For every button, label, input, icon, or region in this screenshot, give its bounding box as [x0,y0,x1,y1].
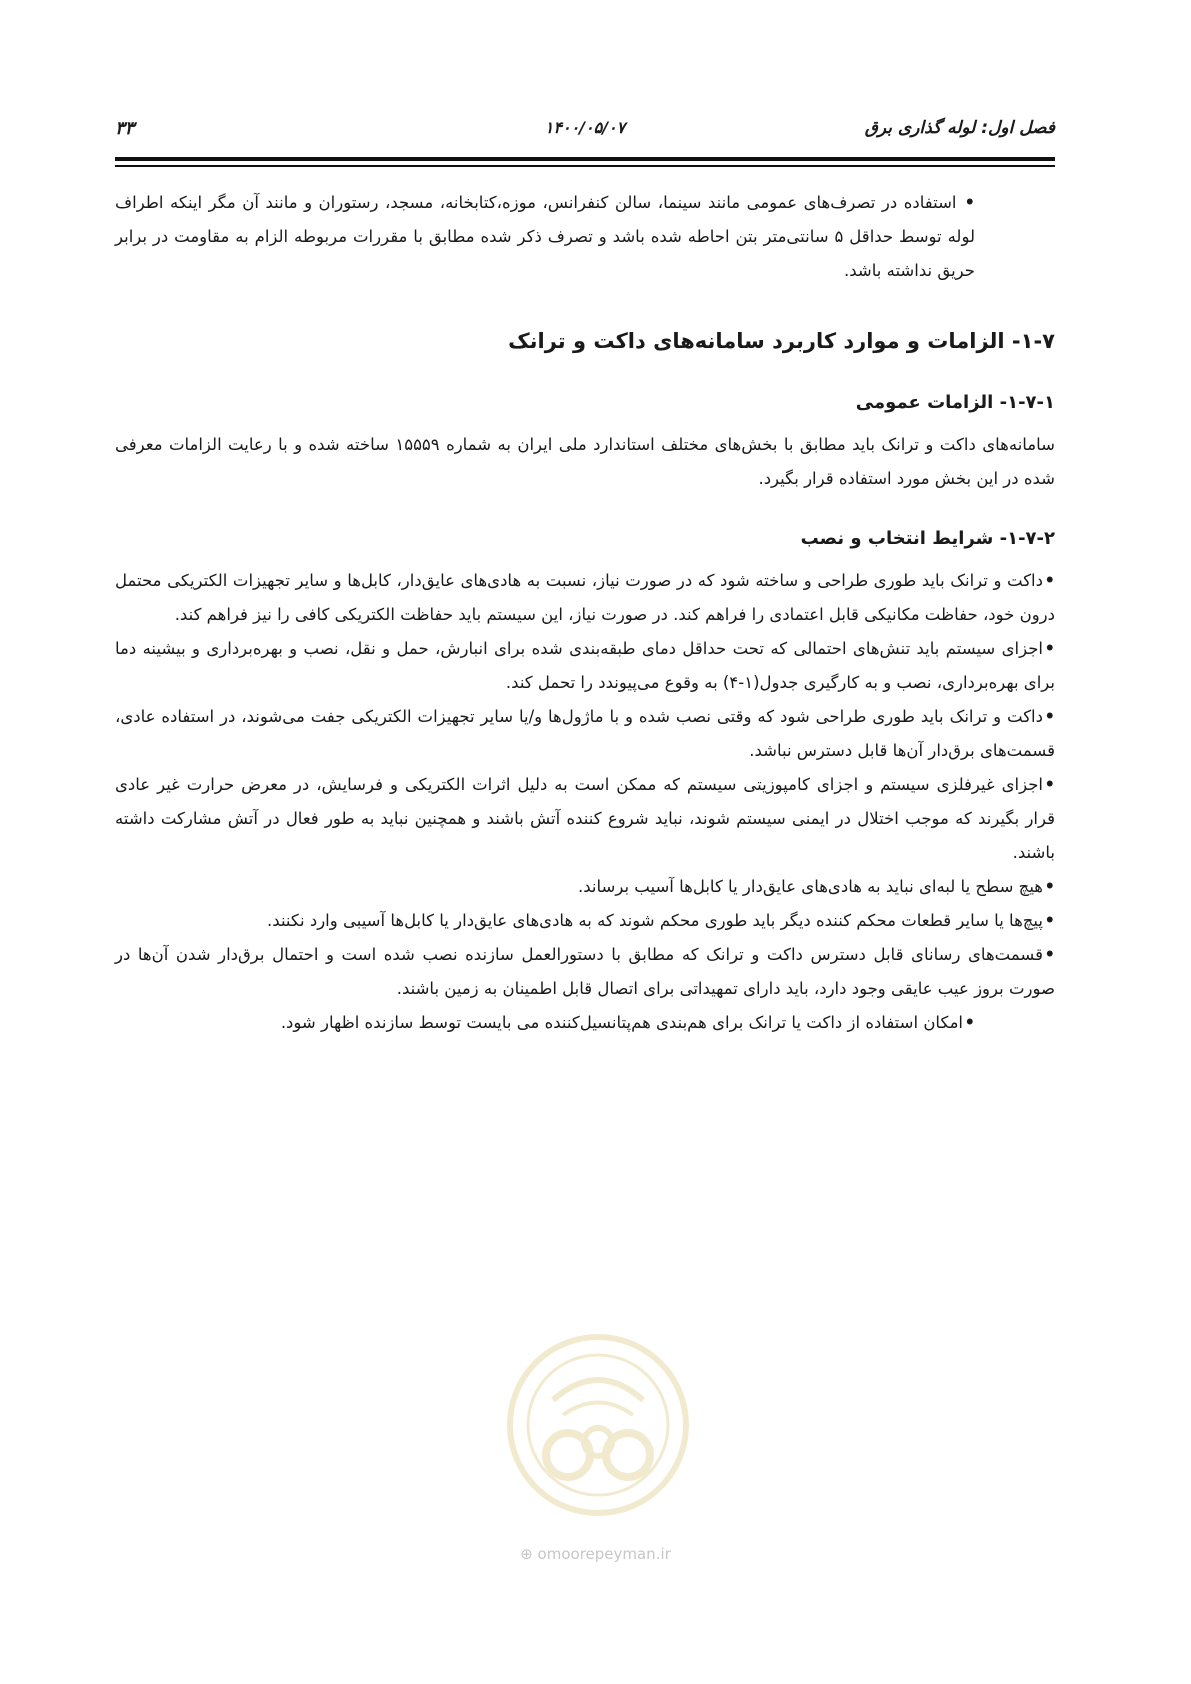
intro-bullet-paragraph [115,186,975,288]
subsection-2-heading: ۱-۷-۲- شرایط انتخاب و نصب [800,528,1055,549]
bullet-marker: • [1044,775,1055,794]
watermark-site [0,1545,1191,1563]
list-item [115,938,1055,1006]
bullet-marker: • [1044,571,1055,590]
header-rule-thin [115,165,1055,167]
subsection-1-paragraph: سامانه‌های داکت و ترانک باید مطابق با بخش‌های مختلف استاندارد ملی ایران به شماره ۱۵۵۵۹ ساخته شده و با رعایت الزامات معرفی شده در این بخش مورد استفاده قرار بگیرد. [115,435,1055,488]
bullet-marker: • [964,193,976,212]
list-item-text: اجزای غیرفلزی سیستم و اجزای کامپوزیتی سیستم که ممکن است به دلیل اثرات الکتریکی و فرسایش، در معرض حرارت غیر عادی قرار بگیرند که موجب اختلال در ایمنی سیستم شوند، نباید شروع کننده آتش باشند و همچنین نباید به طور فعال در آتش مشارکت داشته باشند. [115,775,1055,862]
list-item [115,768,1055,870]
header-date: ۱۴۰۰/۰۵/۰۷ [544,118,626,137]
header-rule-thick [115,157,1055,161]
watermark-logo-icon [498,1330,698,1520]
list-item-text: قسمت‌های رسانای قابل دسترس داکت و ترانک که مطابق با دستورالعمل سازنده نصب شده است و احتمال برق‌دار شدن آن‌ها در صورت بروز عیب عایقی وجود دارد، باید دارای تمهیداتی برای اتصال قابل اطمینان به زمین باشند. [115,945,1055,998]
chapter-title: فصل اول: لوله گذاری برق [864,118,1055,138]
document-body [115,186,1055,1516]
list-item [115,1006,975,1040]
list-item-text: هیچ سطح یا لبه‌ای نباید به هادی‌های عایق‌دار یا کابل‌ها آسیب برساند. [577,877,1043,896]
list-item-text: داکت و ترانک باید طوری طراحی شود که وقتی نصب شده و با ماژول‌ها و/یا سایر تجهیزات الکتریکی جفت می‌شوند، در استفاده عادی، قسمت‌های برق‌دار آن‌ها قابل دسترس نباشد. [115,707,1055,760]
list-item-text: امکان استفاده از داکت یا ترانک برای هم‌بندی هم‌پتانسیل‌کننده می بایست توسط سازنده اظهار شود. [280,1013,963,1032]
bullet-marker: • [1044,639,1055,658]
page-number: ۳۳ [115,118,135,139]
bullet-marker: • [1044,911,1055,930]
intro-bullet-text: استفاده در تصرف‌های عمومی مانند سینما، سالن کنفرانس، موزه،کتابخانه، مسجد، رستوران و مانند آن مگر اینکه اطراف لوله توسط حداقل ۵ سانتی‌متر بتن احاطه شده باشد و تصرف ذکر شده مطابق با مقررات مربوطه الزام به مقاومت در برابر حریق نداشته باشد. [115,193,975,280]
bullet-marker: • [1044,945,1055,964]
list-item [115,564,1055,632]
list-item-text: پیچ‌ها یا سایر قطعات محکم کننده دیگر باید طوری محکم شوند که به هادی‌های عایق‌دار یا کابل‌ها آسیبی وارد نکنند. [267,911,1043,930]
intro-bullet [115,186,975,288]
bullet-marker: • [1044,877,1055,896]
watermark-globe-icon: ⊕ [520,1545,533,1563]
watermark-site-text: omoorepeyman.ir [537,1545,671,1563]
list-item [115,632,1055,700]
subsection-2-bullet-list [115,564,1055,1040]
list-item [115,870,1055,904]
section-heading: ۱-۷- الزامات و موارد کاربرد سامانه‌های داکت و ترانک [508,329,1055,353]
list-item-text: داکت و ترانک باید طوری طراحی و ساخته شود که در صورت نیاز، نسبت به هادی‌های عایق‌دار، کابل‌ها و سایر تجهیزات الکتریکی محتمل درون خود، حفاظت مکانیکی قابل اعتمادی را فراهم کند. در صورت نیاز، این سیستم باید حفاظت الکتریکی کافی را نیز فراهم کند. [115,571,1055,624]
page-header [115,118,1055,146]
bullet-marker: • [1044,707,1055,726]
subsection-1-heading: ۱-۷-۱- الزامات عمومی [855,392,1055,413]
list-item [115,904,1055,938]
list-item [115,700,1055,768]
bullet-marker: • [964,1013,975,1032]
list-item-text: اجزای سیستم باید تنش‌های احتمالی که تحت حداقل دمای طبقه‌بندی شده برای انبارش، حمل و نقل، نصب و بهره‌برداری و بیشینه دما برای بهره‌برداری، نصب و به کارگیری جدول(۱-۴) به وقوع می‌پیوندد را تحمل کند. [115,639,1055,692]
